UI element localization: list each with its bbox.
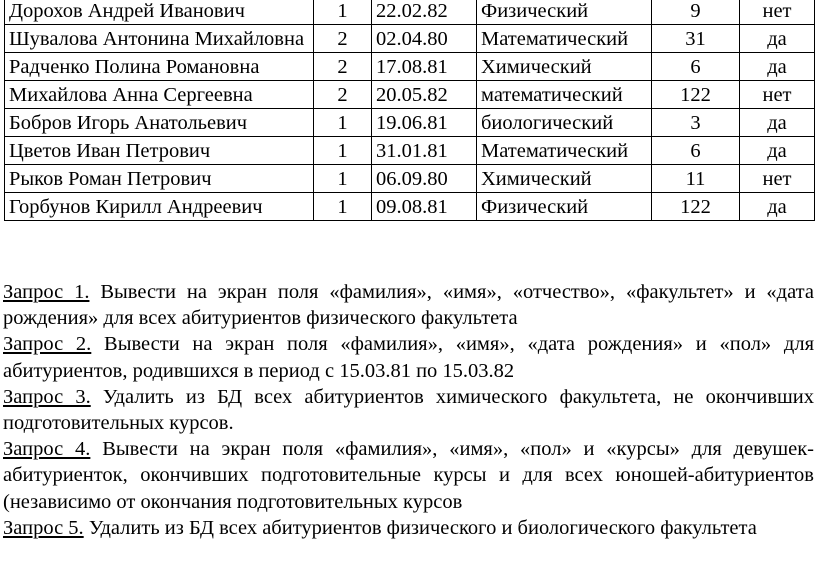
cell-courses: 9 bbox=[652, 0, 740, 25]
cell-passed: да bbox=[740, 137, 815, 165]
cell-sex: 1 bbox=[314, 0, 372, 25]
cell-passed: да bbox=[740, 109, 815, 137]
query-text: Вывести на экран поля «фамилия», «имя», «отчество», «факультет» и «дата рождения» для всех абитуриентов физического факультета bbox=[3, 281, 814, 330]
cell-birth-date: 02.04.80 bbox=[372, 25, 477, 53]
table-row bbox=[5, 53, 815, 81]
table-row bbox=[5, 81, 815, 109]
query-1 bbox=[3, 279, 814, 331]
applicants-table bbox=[4, 0, 815, 221]
query-label: Запрос 5. bbox=[3, 516, 84, 539]
cell-sex: 1 bbox=[314, 137, 372, 165]
query-label: Запрос 4. bbox=[3, 438, 91, 461]
cell-sex: 1 bbox=[314, 193, 372, 221]
cell-full-name: Горбунов Кирилл Андреевич bbox=[5, 193, 314, 221]
cell-passed: да bbox=[740, 193, 815, 221]
query-text: Вывести на экран поля «фамилия», «имя», «пол» и «курсы» для девушек-абитуриенток, окончивших подготовительные курсы и для всех юношей-абитуриентов (независимо от окончания подготовительных курсов bbox=[3, 438, 814, 513]
table-row bbox=[5, 109, 815, 137]
query-2 bbox=[3, 331, 814, 383]
cell-passed: нет bbox=[740, 0, 815, 25]
cell-full-name: Бобров Игорь Анатольевич bbox=[5, 109, 314, 137]
cell-full-name: Цветов Иван Петрович bbox=[5, 137, 314, 165]
cell-faculty: Математический bbox=[477, 25, 652, 53]
query-text: Удалить из БД всех абитуриентов химического факультета, не окончивших подготовительных курсов. bbox=[3, 385, 815, 435]
table-row bbox=[5, 25, 815, 53]
cell-birth-date: 31.01.81 bbox=[372, 137, 477, 165]
table-row bbox=[5, 137, 815, 165]
query-text: Вывести на экран поля «фамилия», «имя», «дата рождения» и «пол» для абитуриентов, родившихся в период с 15.03.81 по 15.03.82 bbox=[3, 333, 814, 382]
cell-courses: 31 bbox=[652, 25, 740, 53]
cell-full-name: Радченко Полина Романовна bbox=[5, 53, 314, 81]
cell-passed: да bbox=[740, 53, 815, 81]
cell-full-name: Дорохов Андрей Иванович bbox=[5, 0, 314, 25]
cell-courses: 122 bbox=[652, 81, 740, 109]
cell-passed: да bbox=[740, 25, 815, 53]
cell-courses: 11 bbox=[652, 165, 740, 193]
cell-birth-date: 19.06.81 bbox=[372, 109, 477, 137]
query-4 bbox=[3, 436, 814, 515]
query-3 bbox=[3, 384, 814, 436]
cell-faculty: Физический bbox=[477, 193, 652, 221]
cell-faculty: Физический bbox=[477, 0, 652, 25]
applicants-table-body bbox=[5, 0, 815, 221]
cell-courses: 6 bbox=[652, 53, 740, 81]
query-text: Удалить из БД всех абитуриентов физического и биологического факультета bbox=[88, 516, 757, 539]
cell-courses: 6 bbox=[652, 137, 740, 165]
cell-sex: 2 bbox=[314, 81, 372, 109]
queries-section bbox=[3, 279, 814, 541]
cell-sex: 1 bbox=[314, 165, 372, 193]
table-row bbox=[5, 193, 815, 221]
query-label: Запрос 3. bbox=[3, 385, 91, 408]
cell-birth-date: 09.08.81 bbox=[372, 193, 477, 221]
table-row bbox=[5, 165, 815, 193]
cell-passed: нет bbox=[740, 165, 815, 193]
cell-birth-date: 22.02.82 bbox=[372, 0, 477, 25]
cell-faculty: математический bbox=[477, 81, 652, 109]
cell-sex: 1 bbox=[314, 109, 372, 137]
cell-sex: 2 bbox=[314, 53, 372, 81]
cell-full-name: Рыков Роман Петрович bbox=[5, 165, 314, 193]
cell-birth-date: 17.08.81 bbox=[372, 53, 477, 81]
table-row bbox=[5, 0, 815, 25]
cell-faculty: Химический bbox=[477, 53, 652, 81]
cell-full-name: Шувалова Антонина Михайловна bbox=[5, 25, 314, 53]
query-5 bbox=[3, 515, 814, 541]
query-label: Запрос 1. bbox=[3, 281, 90, 303]
cell-courses: 122 bbox=[652, 193, 740, 221]
cell-sex: 2 bbox=[314, 25, 372, 53]
cell-faculty: биологический bbox=[477, 109, 652, 137]
cell-birth-date: 20.05.82 bbox=[372, 81, 477, 109]
cell-courses: 3 bbox=[652, 109, 740, 137]
cell-passed: нет bbox=[740, 81, 815, 109]
cell-faculty: Химический bbox=[477, 165, 652, 193]
cell-full-name: Михайлова Анна Сергеевна bbox=[5, 81, 314, 109]
cell-birth-date: 06.09.80 bbox=[372, 165, 477, 193]
cell-faculty: Математический bbox=[477, 137, 652, 165]
query-label: Запрос 2. bbox=[3, 333, 92, 356]
